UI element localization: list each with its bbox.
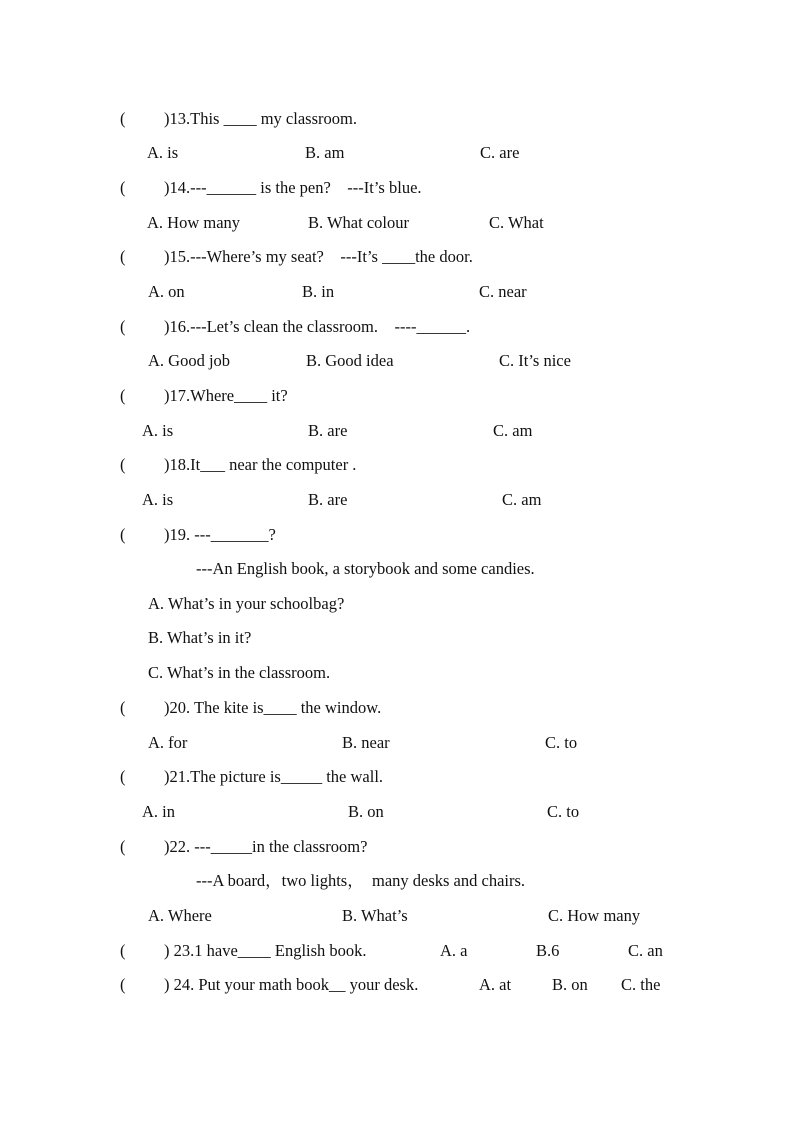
question-20-option-c: C. to [545, 733, 578, 752]
question-16-stem: )16.---Let’s clean the classroom. ----______. [164, 317, 471, 336]
question-24-stem: ) 24. Put your math book__ your desk. [164, 975, 419, 994]
question-13-option-c: C. are [480, 143, 520, 162]
question-19-option-c: C. What’s in the classroom. [148, 663, 331, 682]
question-17-option-a: A. is [142, 421, 174, 440]
question-13-option-b: B. am [305, 143, 345, 162]
question-21-option-c: C. to [547, 802, 580, 821]
question-15-option-a: A. on [148, 282, 185, 301]
question-19-response: ---An English book, a storybook and some candies. [196, 559, 535, 578]
question-22-option-b: B. What’s [342, 906, 408, 925]
question-16-option-a: A. Good job [148, 351, 231, 370]
question-24-option-a: A. at [479, 975, 512, 994]
question-17-stem: )17.Where____ it? [164, 386, 288, 405]
question-17-option-c: C. am [493, 421, 533, 440]
question-21-option-a: A. in [142, 802, 175, 821]
question-16-option-b: B. Good idea [306, 351, 394, 370]
question-18-option-b: B. are [308, 490, 348, 509]
question-21-option-b: B. on [348, 802, 384, 821]
question-16-option-c: C. It’s nice [499, 351, 571, 370]
question-20-option-a: A. for [148, 733, 188, 752]
question-14-stem: )14.---______ is the pen? ---It’s blue. [164, 178, 422, 197]
answer-paren: ( [120, 975, 126, 994]
question-21-stem: )21.The picture is_____ the wall. [164, 767, 384, 786]
question-23-stem: ) 23.1 have____ English book. [164, 941, 367, 960]
question-14-option-a: A. How many [147, 213, 241, 232]
question-18-option-c: C. am [502, 490, 542, 509]
answer-paren: ( [120, 317, 126, 336]
question-15-stem: )15.---Where’s my seat? ---It’s ____the door. [164, 247, 473, 266]
question-19-stem: )19. ---_______? [164, 525, 276, 544]
question-23-option-a: A. a [440, 941, 468, 960]
answer-paren: ( [120, 837, 126, 856]
question-15-option-b: B. in [302, 282, 335, 301]
answer-paren: ( [120, 941, 126, 960]
question-23-option-b: B.6 [536, 941, 560, 960]
question-24-option-c: C. the [621, 975, 661, 994]
question-19-option-b: B. What’s in it? [148, 628, 252, 647]
answer-paren: ( [120, 525, 126, 544]
question-24-option-b: B. on [552, 975, 588, 994]
answer-paren: ( [120, 698, 126, 717]
question-13-option-a: A. is [147, 143, 179, 162]
question-13-stem: )13.This ____ my classroom. [164, 109, 357, 128]
answer-paren: ( [120, 247, 126, 266]
question-22-option-a: A. Where [148, 906, 212, 925]
question-15-option-c: C. near [479, 282, 527, 301]
question-23-option-c: C. an [628, 941, 663, 960]
question-17-option-b: B. are [308, 421, 348, 440]
question-18-stem: )18.It___ near the computer . [164, 455, 357, 474]
question-18-option-a: A. is [142, 490, 174, 509]
answer-paren: ( [120, 767, 126, 786]
question-14-option-b: B. What colour [308, 213, 409, 232]
question-22-option-c: C. How many [548, 906, 641, 925]
answer-paren: ( [120, 386, 126, 405]
question-20-stem: )20. The kite is____ the window. [164, 698, 382, 717]
answer-paren: ( [120, 178, 126, 197]
question-22-response: ---A board，two lights， many desks and chairs. [196, 871, 526, 890]
question-22-stem: )22. ---_____in the classroom? [164, 837, 368, 856]
answer-paren: ( [120, 455, 126, 474]
question-19-option-a: A. What’s in your schoolbag? [148, 594, 345, 613]
question-20-option-b: B. near [342, 733, 390, 752]
question-14-option-c: C. What [489, 213, 544, 232]
answer-paren: ( [120, 109, 126, 128]
